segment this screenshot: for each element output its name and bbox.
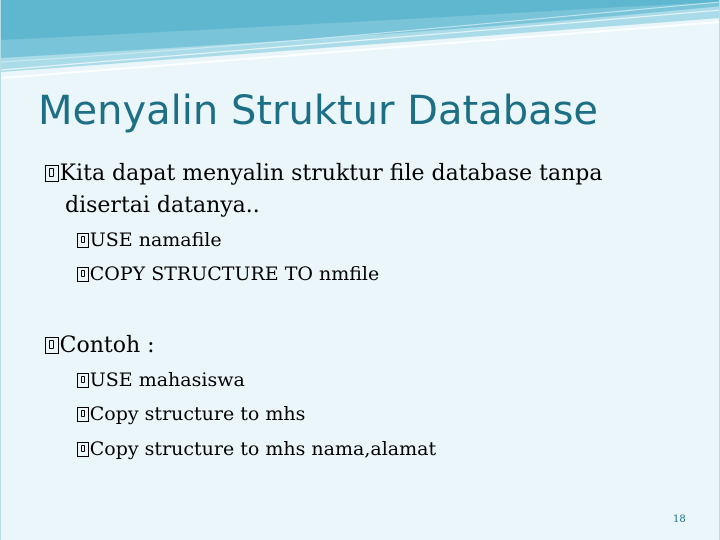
bullet-kita-line1: Kita dapat menyalin struktur file database tanpa: [59, 161, 603, 186]
missing-glyph-box-icon: [77, 233, 89, 248]
slide-title: Menyalin Struktur Database: [38, 88, 599, 134]
missing-glyph-box-icon: [77, 442, 89, 457]
bullet-kita: [45, 158, 602, 189]
missing-glyph-box-icon: [77, 407, 89, 422]
bullet-contoh: [45, 330, 155, 361]
subitem-text: Copy structure to mhs nama,alamat: [89, 438, 437, 460]
subitem-text: USE namafile: [89, 229, 222, 251]
subitem-copy-to-mhs-fields: [77, 436, 436, 462]
missing-glyph-box-icon: [77, 373, 89, 388]
missing-glyph-box-icon: [45, 337, 59, 354]
decorative-wave-banner: [1, 0, 720, 90]
bullet-kita-line2: disertai datanya..: [65, 193, 260, 218]
subitem-use-mahasiswa: [77, 367, 245, 393]
subitem-use-namafile: [77, 227, 222, 253]
subitem-text: COPY STRUCTURE TO nmfile: [89, 263, 380, 285]
subitem-text: USE mahasiswa: [89, 369, 245, 391]
page-number: 18: [673, 514, 686, 525]
subitem-copy-to-mhs: [77, 401, 305, 427]
subitem-text: Copy structure to mhs: [89, 403, 306, 425]
subitem-copy-structure: [77, 261, 379, 287]
missing-glyph-box-icon: [77, 267, 89, 282]
missing-glyph-box-icon: [45, 165, 59, 182]
bullet-kita-continuation: [65, 190, 260, 221]
bullet-contoh-label: Contoh :: [59, 333, 155, 358]
